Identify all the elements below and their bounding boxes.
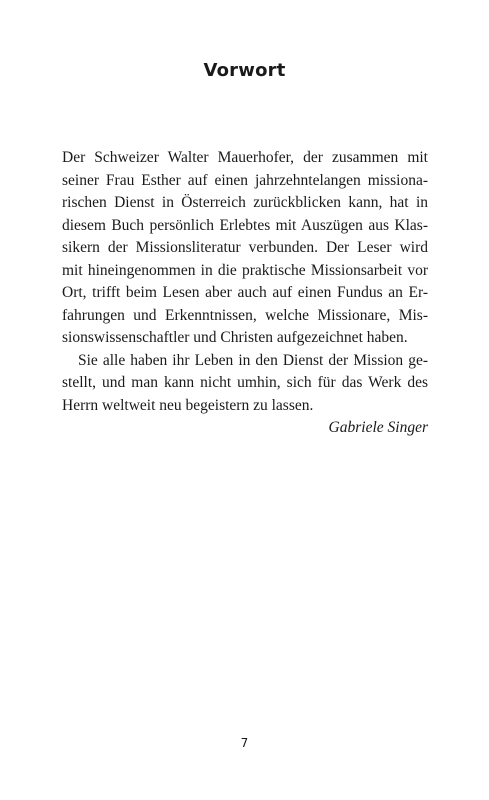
text-line: stellt, und man kann nicht umhin, sich für das Werk des — [62, 374, 428, 391]
text-line: Herrn weltweit neu begeistern zu lassen. — [62, 396, 314, 414]
text-line: diesem Buch persönlich Erlebtes mit Auszügen aus Klas- — [62, 216, 428, 234]
signature: Gabriele Singer — [328, 419, 428, 436]
text-line: sikern der Missionsliteratur verbunden. Der Leser wird — [62, 239, 428, 256]
paragraph-2 — [62, 350, 428, 418]
text-line: Der Schweizer Walter Mauerhofer, der zusammen mit — [62, 149, 428, 166]
text-line: sionswissenschaftler und Christen aufgezeichnet haben. — [62, 329, 408, 346]
paragraph-1 — [62, 147, 428, 350]
text-line: rischen Dienst in Österreich zurückblicken kann, hat in — [62, 194, 428, 211]
page-number: 7 — [240, 736, 249, 750]
page-title: Vorwort — [203, 60, 286, 81]
text-line: seiner Frau Esther auf einen jahrzehntelangen missiona- — [62, 171, 428, 189]
body-text — [62, 147, 428, 440]
text-line: mit hineingenommen in die praktische Missionsarbeit vor — [62, 261, 428, 279]
text-line: fahrungen und Erkenntnissen, welche Missionare, Mis- — [62, 306, 428, 324]
text-line: Ort, trifft beim Lesen aber auch auf einen Fundus an Er- — [62, 284, 428, 301]
text-line: Sie alle haben ihr Leben in den Dienst der Mission ge- — [78, 351, 428, 369]
